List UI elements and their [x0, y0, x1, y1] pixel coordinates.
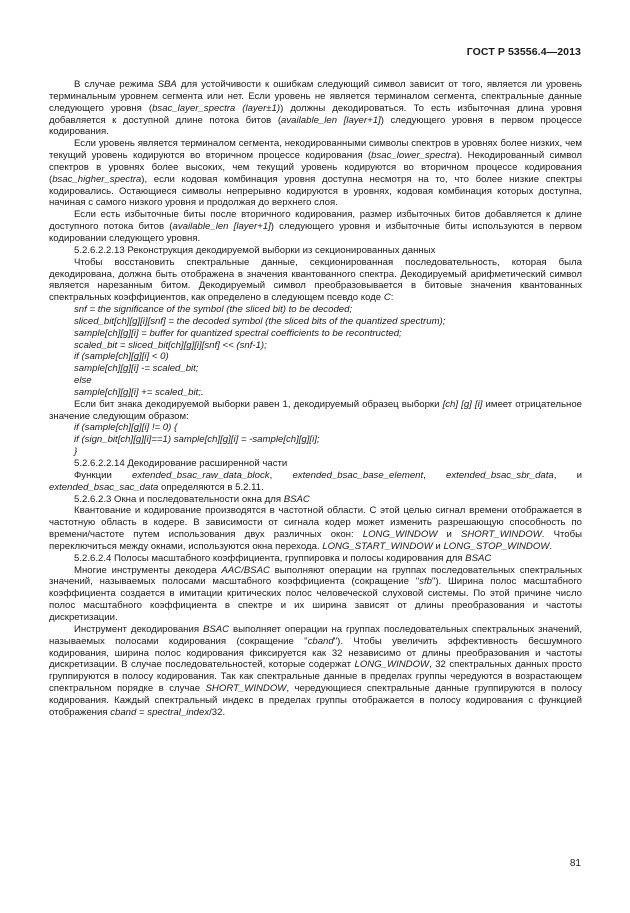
code-line: sample[ch][g][i] = buffer for quantized spectral coefficients to be recontructed;: [74, 327, 402, 339]
standard-header: ГОСТ Р 53556.4—2013: [466, 46, 581, 58]
code-line: sliced_bit[ch][g][i][snf] = the decoded symbol (the sliced bits of the quantized spectrum);: [74, 315, 446, 327]
code-line: if (sample[ch][g][i] < 0): [74, 351, 169, 363]
paragraph: В случае режима SBA для устойчивости к ошибкам следующий символ зависит от того, является ли уровень терминальным уровнем сегмента или нет. Если уровень не является терминалом сегмента, спектральные данные следующего уровня (bsac_layer_spectra (layer±1)) должны декодироваться. То есть избыточная длина уровня добавляется к доступной длине потока битов (available_len [layer+1]) следующего уровня в первом процессе кодирования.: [49, 79, 582, 138]
paragraph: Если уровень является терминалом сегмента, некодированными символы спектров в уровнях более низких, чем текущий уровень кодируются во вторичном процессе кодирования (bsac_lower_spectra). Некодированный символ спектров в уровнях более высоких, чем текущий уровень кодируются во вторичном процессе кодирования (bsac_higher_spectra), если кодовая комбинация уровня доступна несмотря на то, что более низкие спектры кодировались. Остающиеся символы непрерывно кодируются в уровнях, кодовая комбинация которых доступна, начиная с самого низкого уровня и продолжая до верхнего слоя.: [49, 138, 582, 209]
code-line: else: [74, 375, 92, 387]
paragraph: Если бит знака декодируемой выборки равен 1, декодируемый образец выборки [ch] [g] [i] имеет отрицательное значение следующим образом:: [49, 398, 582, 422]
code-line: snf = the significance of the symbol (the sliced bit) to be decoded;: [74, 304, 353, 316]
section-heading: 5.2.6.2.2.13 Реконструкция декодируемой выборки из секционированных данных: [74, 244, 436, 256]
section-heading: 5.2.6.2.4 Полосы масштабного коэффициента, группировка и полосы кодирования для BSAC: [74, 552, 492, 564]
paragraph: Функции extended_bsac_raw_data_block, extended_bsac_base_element, extended_bsac_sbr_data, и extended_bsac_sac_data определяются в 5.2.11.: [49, 469, 582, 493]
code-line: scaled_bit = sliced_bit[ch][g][i][snf] << (snf-1);: [74, 339, 267, 351]
paragraph: Чтобы восстановить спектральные данные, секционированная последовательность, которая была декодирована, должна быть отображена в значения квантованного спектра. Декодируемый арифметический символ является нарезанным битом. Декодируемый символ преобразовывается в битовые значения квантованных спектральных коэффициентов, как определено в следующем псевдо коде C:: [49, 256, 582, 304]
paragraph: Многие инструменты декодера AAC/BSAC выполняют операции на группах последовательных спектральных значений, называемых полосами масштабного коэффициента (сокращение "sfb"). Ширина полос масштабного коэффициента создается в имитации критических полос человеческой слуховой системы. По этой причине число полос масштабного коэффициента в спектре и их ширина зависят от длины преобразования и частоты дискретизации.: [49, 564, 582, 623]
paragraph: Инструмент декодирования BSAC выполняет операции на группах последовательных спектральных значений, называемых полосами кодирования (сокращение "cband"). Чтобы увеличить эффективность бесшумного кодирования, ширина полос кодирования фиксируется как 32 независимо от длины преобразования и частоты дискретизации. В случае последовательностей, которые содержат LONG_WINDOW, 32 спектральных данных просто группируются в полосу кодирования. Так как спектральные данные в пределах группы чередуются в возрастающем спектральном порядке в случае SHORT_WINDOW, чередующиеся спектральные данные группируются в полосу кодирования. Каждый спектральный индекс в пределах группы отображается в полосу кодирования с функцией отображения cband = spectral_index/32.: [49, 623, 582, 718]
section-heading: 5.2.6.2.2.14 Декодирование расширенной части: [74, 458, 288, 469]
code-line: if (sign_bit[ch][g][i]==1) sample[ch][g][i] = -sample[ch][g][i];: [74, 434, 320, 446]
document-body: [49, 79, 582, 719]
paragraph: Квантование и кодирование производятся в частотной области. С этой целью сигнал времени отображается в частотную область в кодере. В зависимости от сигнала кодер может изменить разрешающую способность по времени/частоте путем использования двух различных окон: LONG_WINDOW и SHORT_WINDOW. Чтобы переключиться между окнами, используются окна перехода. LONG_START_WINDOW и LONG_STOP_WINDOW.: [49, 505, 582, 552]
paragraph: Если есть избыточные биты после вторичного кодирования, размер избыточных битов добавляется к длине доступного потока битов (available_len [layer+1]) следующего уровня и избыточные биты используются в первом кодировании следующего уровня.: [49, 209, 582, 244]
code-line: if (sample[ch][g][i] != 0) {: [74, 422, 178, 434]
page-number: 81: [569, 858, 581, 869]
section-heading: 5.2.6.2.3 Окна и последовательности окна для BSAC: [74, 493, 310, 505]
code-line: sample[ch][g][i] -= scaled_bit;: [74, 363, 199, 375]
code-line: sample[ch][g][i] += scaled_bit;.: [74, 386, 204, 398]
code-line: }: [74, 446, 78, 458]
